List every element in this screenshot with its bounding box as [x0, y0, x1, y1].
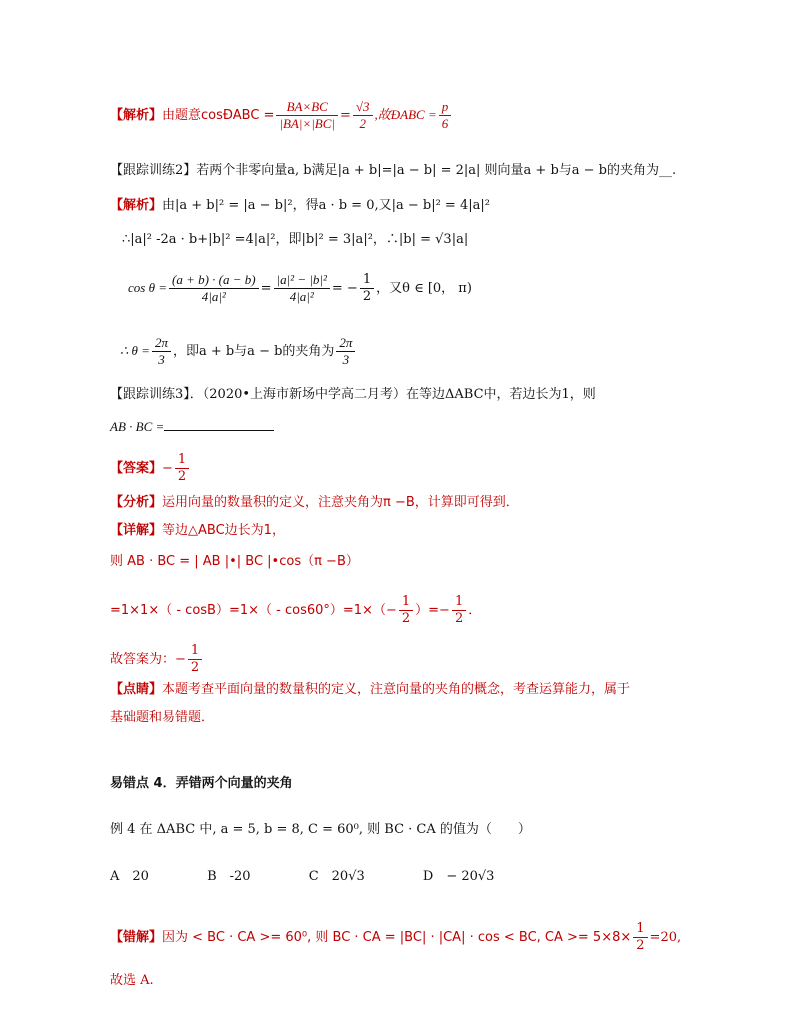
fraction-one-half [452, 594, 466, 627]
fraction-denominator: 2 [190, 660, 200, 675]
fraction-numerator: p [439, 99, 452, 116]
result: =20, [649, 930, 682, 945]
option-d[interactable]: D − 20√3 [422, 869, 495, 884]
wrong-solution-tag: 【错解】 [110, 930, 163, 945]
detail-text: 等边△ABC边长为1， [162, 523, 285, 538]
comment-text: 基础题和易错题． [110, 710, 215, 725]
option-b[interactable]: B -20 [207, 869, 251, 884]
comment-line-15 [110, 681, 630, 699]
fraction-p-6 [439, 99, 452, 132]
period: ． [468, 603, 482, 618]
cos-theta-equation [128, 272, 472, 305]
fraction-2pi-3 [336, 335, 355, 368]
equals-sign: = − [331, 281, 358, 296]
minus-sign: − [439, 603, 450, 618]
fraction-denominator: 4|a|² [201, 289, 226, 304]
fraction-numerator: |a|² − |b|² [274, 272, 330, 289]
fraction-denominator: 3 [342, 352, 350, 367]
fraction-denominator: 2 [362, 289, 372, 304]
fraction-one-half [175, 452, 189, 485]
detail-text: =1×1×（ - cosB）=1×（ - cos60°）=1×（ [110, 603, 386, 618]
example-4-question [110, 821, 531, 839]
exercise-2-text: 【跟踪训练2】若两个非零向量a, b满足|a + b|=|a − b| = 2|a| 则向量a + b与a − b的夹角为__. [110, 163, 677, 178]
fraction-denominator: 2 [636, 938, 645, 953]
detail-line-12 [110, 553, 359, 571]
fraction-numerator: 1 [633, 921, 647, 938]
theta-result-text: ，即a + b与a − b的夹角为 [172, 344, 335, 359]
equals-sign: = [339, 108, 351, 123]
analysis-tag: 【解析】 [110, 198, 163, 213]
fraction-numerator: 1 [175, 452, 189, 469]
choose-a-text: 故选 A. [110, 973, 154, 988]
fraction-denominator: |BA|×|BC| [279, 116, 335, 131]
section-heading [110, 775, 293, 793]
analysis-text: 由|a + b|² = |a − b|²，得a · b = 0,又|a − b|² = 4|a|² [162, 198, 490, 213]
fraction-one-half [360, 272, 374, 305]
fraction-denominator: 6 [441, 116, 449, 131]
analysis-tail: ,故ÐABC = [374, 107, 437, 122]
fraction-numerator: 2π [336, 335, 355, 352]
detail-text: ）= [415, 603, 440, 618]
exercise-3-text: 【跟踪训练3】．（2020•上海市新场中学高二月考）在等边ΔABC中，若边长为1，则 [110, 387, 596, 402]
vector-product-expression: AB · BC = [110, 419, 165, 434]
fraction-denominator: 2 [454, 611, 464, 626]
fraction-numerator: BA×BC [276, 99, 338, 116]
minus-sign: − [385, 603, 397, 618]
fraction-dot-product [169, 272, 259, 305]
fraction-2pi-3 [152, 335, 171, 368]
exercise-3-expression [110, 418, 274, 437]
fraction-denominator: 4|a|² [289, 289, 314, 304]
analysis-line-3 [110, 197, 490, 215]
answer-tag: 【答案】 [110, 461, 163, 476]
comment-line-16 [110, 709, 214, 727]
fraction-norm-diff [274, 272, 330, 305]
fraction-numerator: 1 [360, 272, 374, 289]
fraction-denominator: 2 [177, 469, 187, 484]
fraction-denominator: 2 [401, 611, 411, 626]
fraction-numerator: (a + b) · (a − b) [169, 272, 259, 289]
option-c[interactable]: C 20√3 [308, 869, 365, 884]
follow-up-exercise-3 [110, 386, 596, 404]
analysis-text: 运用向量的数量积的定义，注意夹角为π −B，计算即可得到． [162, 495, 519, 510]
analysis-text: ∴|a|² -2a · b+|b|² =4|a|²，即|b|² = 3|a|²，∴|b| = √3|a| [122, 232, 469, 247]
fraction-numerator: 1 [452, 594, 466, 611]
fraction-denominator: 2 [359, 116, 366, 131]
answer-line [110, 452, 191, 485]
theta-range: ，又θ ∈ [0， π) [376, 281, 472, 296]
detail-text: 则 AB · BC = | AB |•| BC |•cos（π −B） [110, 554, 359, 569]
comment-tag: 【点睛】 [110, 682, 163, 697]
analysis-tag: 【解析】 [110, 108, 163, 123]
follow-up-exercise-2 [110, 162, 676, 180]
wrong-solution-line [110, 921, 681, 954]
theta-result [120, 335, 357, 368]
analysis-text: 由题意cosÐABC = [162, 108, 275, 123]
fraction-one-half [399, 594, 413, 627]
minus-sign: − [162, 461, 173, 476]
fraction-cos-abc [276, 99, 338, 132]
cos-theta-label: cos θ = [128, 280, 167, 295]
detail-line-13 [110, 594, 481, 627]
comment-text: 本题考查平面向量的数量积的定义，注意向量的夹角的概念，考查运算能力，属于 [162, 682, 631, 697]
final-answer-text: 故答案为： [110, 652, 176, 667]
analysis-tag: 【分析】 [110, 495, 163, 510]
fraction-numerator: 1 [188, 643, 202, 660]
fraction-numerator: 1 [399, 594, 413, 611]
minus-sign: − [175, 652, 186, 667]
final-answer-line [110, 643, 204, 676]
fraction-sqrt3-2 [353, 99, 373, 132]
equals-sign: = [260, 281, 272, 296]
fraction-denominator: 3 [158, 352, 165, 367]
theta-label: ∴ θ = [120, 343, 150, 358]
analysis-line-4 [122, 231, 468, 249]
fraction-one-half [633, 921, 647, 954]
wrong-solution-text: 因为 < BC · CA >= 60⁰, 则 BC · CA = |BC| · |CA| · cos < BC, CA >= 5×8× [162, 930, 632, 945]
analysis-line-10 [110, 494, 519, 512]
answer-blank [164, 420, 274, 431]
analysis-line-1 [110, 99, 453, 132]
option-a[interactable]: A 20 [110, 869, 149, 884]
detail-tag: 【详解】 [110, 523, 163, 538]
fraction-one-half [188, 643, 202, 676]
example-4-text: 例 4 在 ΔABC 中, a = 5, b = 8, C = 60⁰, 则 BC · CA 的值为（ ） [110, 822, 531, 837]
section-title: 易错点 4．弄错两个向量的夹角 [110, 776, 293, 791]
detail-line-11 [110, 522, 285, 540]
fraction-numerator: √3 [353, 99, 373, 116]
answer-options [110, 868, 494, 886]
fraction-numerator: 2π [152, 335, 171, 352]
choose-a-line [110, 972, 154, 990]
